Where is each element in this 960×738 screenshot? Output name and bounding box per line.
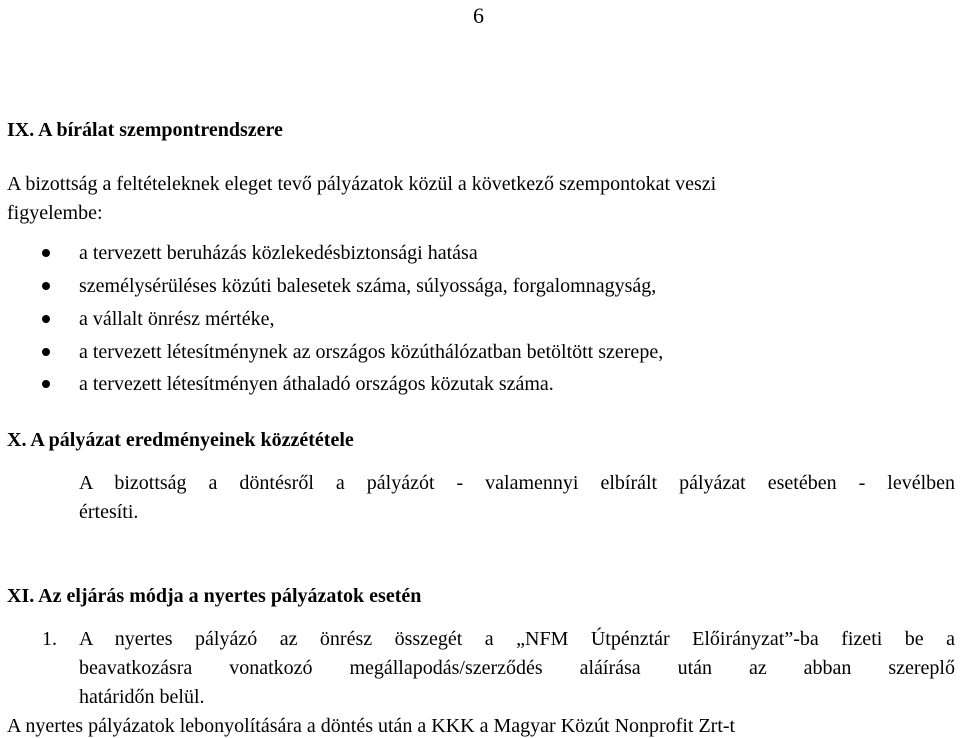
closing-line: A nyertes pályázatok lebonyolítására a döntés után a KKK a Magyar Közút Nonprofit Zrt-t xyxy=(7,715,736,737)
item1-line1: A nyertes pályázó az önrész összegét a „NFM Útpénztár Előirányzat”-ba fizeti be a xyxy=(79,628,955,650)
section-ix-intro-line1: A bizottság a feltételeknek eleget tevő pályázatok közül a következő szempontokat veszi xyxy=(7,173,717,195)
list-item-text: a tervezett beruházás közlekedésbiztonsági hatása xyxy=(79,242,478,264)
section-ix-heading: IX. A bírálat szempontrendszere xyxy=(7,119,283,141)
item1-line2: beavatkozásra vonatkozó megállapodás/szerződés aláírása után az abban szereplő xyxy=(79,657,955,679)
bullet-icon xyxy=(42,348,50,356)
section-xi-heading: XI. Az eljárás módja a nyertes pályázatok esetén xyxy=(7,585,422,607)
bullet-icon xyxy=(42,282,50,290)
page-number: 6 xyxy=(473,3,484,28)
bullet-icon xyxy=(42,249,50,257)
list-item-text: a tervezett létesítménynek az országos közúthálózatban betöltött szerepe, xyxy=(79,341,664,363)
section-x-paragraph-line1: A bizottság a döntésről a pályázót - valamennyi elbírált pályázat esetében - levélben xyxy=(79,472,955,494)
list-item-text: a tervezett létesítményen áthaladó országos közutak száma. xyxy=(79,373,554,395)
bullet-icon xyxy=(42,315,50,323)
item1-line3: határidőn belül. xyxy=(79,686,205,708)
bullet-icon xyxy=(42,380,50,388)
section-x-heading: X. A pályázat eredményeinek közzététele xyxy=(7,429,354,451)
list-item-text: a vállalt önrész mértéke, xyxy=(79,308,275,330)
item-number: 1. xyxy=(42,628,57,650)
list-item-text: személysérüléses közúti balesetek száma, súlyossága, forgalomnagyság, xyxy=(79,275,657,297)
section-ix-intro-line2: figyelembe: xyxy=(7,202,103,224)
section-x-paragraph-line2: értesíti. xyxy=(79,501,139,523)
